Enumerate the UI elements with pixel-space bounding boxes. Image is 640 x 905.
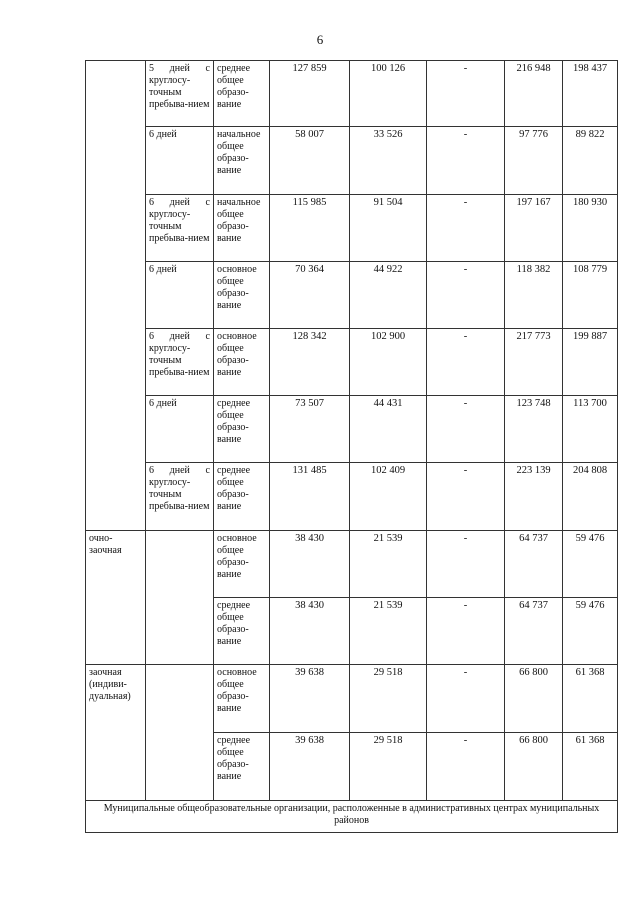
value-cell-1: 38 430 [270,531,350,598]
value-cell-1: 38 430 [270,598,350,665]
value-cell-5: 59 476 [563,531,618,598]
value-cell-3: - [427,329,505,396]
value-cell-4: 64 737 [505,598,563,665]
value-cell-1: 39 638 [270,733,350,801]
value-cell-2: 91 504 [350,195,427,262]
days-cell [146,531,214,665]
value-cell-3: - [427,463,505,531]
level-cell: начальное общее образо-вание [214,127,270,195]
page-number: 6 [316,32,324,47]
table-row [86,262,618,329]
table-row [86,396,618,463]
value-cell-4: 216 948 [505,61,563,127]
tariff-table [85,60,618,833]
value-cell-1: 128 342 [270,329,350,396]
table-row [86,127,618,195]
value-cell-2: 44 431 [350,396,427,463]
value-cell-1: 115 985 [270,195,350,262]
value-cell-4: 66 800 [505,665,563,733]
days-cell: 6 дней с круглосу-точным пребыва-нием [146,329,214,396]
value-cell-3: - [427,61,505,127]
section-header: Муниципальные общеобразовательные организации, расположенные в административных центрах муниципальных районов [86,801,618,833]
value-cell-5: 180 930 [563,195,618,262]
value-cell-5: 61 368 [563,733,618,801]
level-cell: основное общее образо-вание [214,262,270,329]
value-cell-5: 198 437 [563,61,618,127]
mode-cell: очно-заочная [86,531,146,665]
value-cell-3: - [427,127,505,195]
value-cell-2: 21 539 [350,531,427,598]
level-cell: начальное общее образо-вание [214,195,270,262]
value-cell-5: 61 368 [563,665,618,733]
value-cell-4: 66 800 [505,733,563,801]
days-cell: 6 дней [146,396,214,463]
value-cell-4: 97 776 [505,127,563,195]
table-row [86,531,618,598]
days-cell: 6 дней с круглосу-точным пребыва-нием [146,195,214,262]
level-cell: основное общее образо-вание [214,665,270,733]
value-cell-3: - [427,531,505,598]
value-cell-3: - [427,195,505,262]
value-cell-2: 29 518 [350,733,427,801]
days-cell [146,665,214,801]
value-cell-4: 64 737 [505,531,563,598]
value-cell-3: - [427,733,505,801]
value-cell-4: 223 139 [505,463,563,531]
value-cell-4: 217 773 [505,329,563,396]
value-cell-4: 197 167 [505,195,563,262]
days-cell: 5 дней с круглосу-точным пребыва-нием [146,61,214,127]
table-row [86,665,618,733]
value-cell-2: 102 409 [350,463,427,531]
level-cell: среднее общее образо-вание [214,733,270,801]
value-cell-5: 113 700 [563,396,618,463]
value-cell-5: 204 808 [563,463,618,531]
value-cell-5: 59 476 [563,598,618,665]
value-cell-3: - [427,665,505,733]
value-cell-1: 39 638 [270,665,350,733]
days-cell: 6 дней [146,262,214,329]
value-cell-2: 21 539 [350,598,427,665]
value-cell-2: 100 126 [350,61,427,127]
table-row [86,61,618,127]
level-cell: среднее общее образо-вание [214,463,270,531]
value-cell-1: 70 364 [270,262,350,329]
level-cell: среднее общее образо-вание [214,61,270,127]
value-cell-2: 44 922 [350,262,427,329]
value-cell-1: 58 007 [270,127,350,195]
value-cell-4: 118 382 [505,262,563,329]
value-cell-5: 199 887 [563,329,618,396]
mode-cell [86,61,146,531]
table-row [86,195,618,262]
value-cell-2: 29 518 [350,665,427,733]
table-row [86,463,618,531]
value-cell-1: 73 507 [270,396,350,463]
section-header-row [86,801,618,833]
value-cell-4: 123 748 [505,396,563,463]
value-cell-5: 108 779 [563,262,618,329]
level-cell: среднее общее образо-вание [214,396,270,463]
value-cell-1: 131 485 [270,463,350,531]
mode-cell: заочная (индиви-дуальная) [86,665,146,801]
table-row [86,329,618,396]
value-cell-3: - [427,598,505,665]
days-cell: 6 дней [146,127,214,195]
value-cell-5: 89 822 [563,127,618,195]
value-cell-3: - [427,262,505,329]
days-cell: 6 дней с круглосу-точным пребыва-нием [146,463,214,531]
level-cell: основное общее образо-вание [214,531,270,598]
value-cell-3: - [427,396,505,463]
value-cell-1: 127 859 [270,61,350,127]
value-cell-2: 33 526 [350,127,427,195]
value-cell-2: 102 900 [350,329,427,396]
level-cell: среднее общее образо-вание [214,598,270,665]
level-cell: основное общее образо-вание [214,329,270,396]
